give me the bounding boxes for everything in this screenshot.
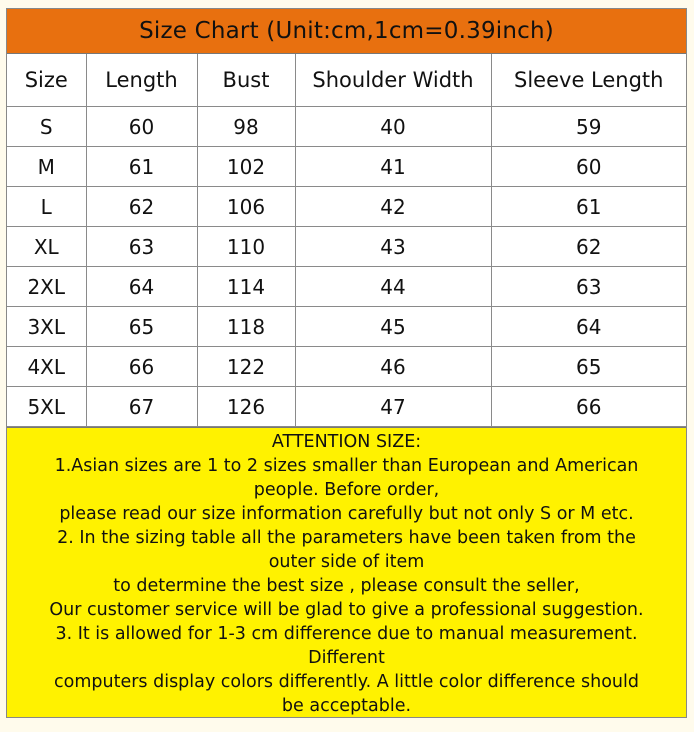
cell-bust: 98 xyxy=(197,107,295,147)
cell-length: 61 xyxy=(86,147,197,187)
table-header-row xyxy=(7,54,686,107)
header-bust: Bust xyxy=(197,54,295,107)
cell-bust: 102 xyxy=(197,147,295,187)
cell-size: 2XL xyxy=(7,267,86,307)
table-row xyxy=(7,347,686,387)
cell-length: 67 xyxy=(86,387,197,427)
cell-sleeve-length: 66 xyxy=(491,387,686,427)
cell-shoulder-width: 46 xyxy=(295,347,491,387)
table-row xyxy=(7,107,686,147)
notes-line: Different xyxy=(308,648,385,668)
cell-bust: 122 xyxy=(197,347,295,387)
cell-sleeve-length: 61 xyxy=(491,187,686,227)
cell-shoulder-width: 42 xyxy=(295,187,491,227)
cell-size: L xyxy=(7,187,86,227)
cell-length: 64 xyxy=(86,267,197,307)
cell-size: S xyxy=(7,107,86,147)
cell-shoulder-width: 47 xyxy=(295,387,491,427)
cell-size: XL xyxy=(7,227,86,267)
cell-shoulder-width: 40 xyxy=(295,107,491,147)
cell-sleeve-length: 65 xyxy=(491,347,686,387)
cell-bust: 126 xyxy=(197,387,295,427)
header-length: Length xyxy=(86,54,197,107)
notes-line: 2. In the sizing table all the parameters have been taken from the xyxy=(57,528,636,548)
notes-line: please read our size information carefully but not only S or M etc. xyxy=(59,504,634,524)
attention-notes xyxy=(7,427,686,717)
cell-bust: 106 xyxy=(197,187,295,227)
cell-size: M xyxy=(7,147,86,187)
notes-line: be acceptable. xyxy=(281,696,412,716)
table-row xyxy=(7,307,686,347)
notes-line: to determine the best size , please consult the seller, xyxy=(113,576,580,596)
table-row xyxy=(7,227,686,267)
notes-heading: ATTENTION SIZE: xyxy=(271,432,422,452)
cell-size: 3XL xyxy=(7,307,86,347)
notes-line: 3. It is allowed for 1-3 cm difference due to manual measurement. xyxy=(55,624,638,644)
notes-line: Our customer service will be glad to give a professional suggestion. xyxy=(49,600,644,620)
cell-size: 5XL xyxy=(7,387,86,427)
table-row xyxy=(7,147,686,187)
cell-sleeve-length: 60 xyxy=(491,147,686,187)
cell-shoulder-width: 44 xyxy=(295,267,491,307)
table-row xyxy=(7,187,686,227)
cell-shoulder-width: 43 xyxy=(295,227,491,267)
notes-line: computers display colors differently. A little color difference should xyxy=(54,672,639,692)
notes-line: outer side of item xyxy=(268,552,425,572)
cell-length: 62 xyxy=(86,187,197,227)
cell-sleeve-length: 63 xyxy=(491,267,686,307)
cell-sleeve-length: 62 xyxy=(491,227,686,267)
cell-length: 65 xyxy=(86,307,197,347)
cell-length: 63 xyxy=(86,227,197,267)
table-row xyxy=(7,387,686,427)
cell-shoulder-width: 41 xyxy=(295,147,491,187)
cell-bust: 110 xyxy=(197,227,295,267)
cell-length: 66 xyxy=(86,347,197,387)
cell-bust: 118 xyxy=(197,307,295,347)
header-sleeve-length: Sleeve Length xyxy=(491,54,686,107)
cell-length: 60 xyxy=(86,107,197,147)
header-shoulder-width: Shoulder Width xyxy=(295,54,491,107)
cell-size: 4XL xyxy=(7,347,86,387)
cell-sleeve-length: 64 xyxy=(491,307,686,347)
chart-title: Size Chart (Unit:cm,1cm=0.39inch) xyxy=(7,9,686,54)
cell-sleeve-length: 59 xyxy=(491,107,686,147)
notes-line: 1.Asian sizes are 1 to 2 sizes smaller than European and American xyxy=(54,456,639,476)
header-size: Size xyxy=(7,54,86,107)
notes-line: people. Before order, xyxy=(253,480,440,500)
cell-shoulder-width: 45 xyxy=(295,307,491,347)
size-table xyxy=(7,54,686,427)
table-row xyxy=(7,267,686,307)
cell-bust: 114 xyxy=(197,267,295,307)
size-chart xyxy=(6,8,687,718)
